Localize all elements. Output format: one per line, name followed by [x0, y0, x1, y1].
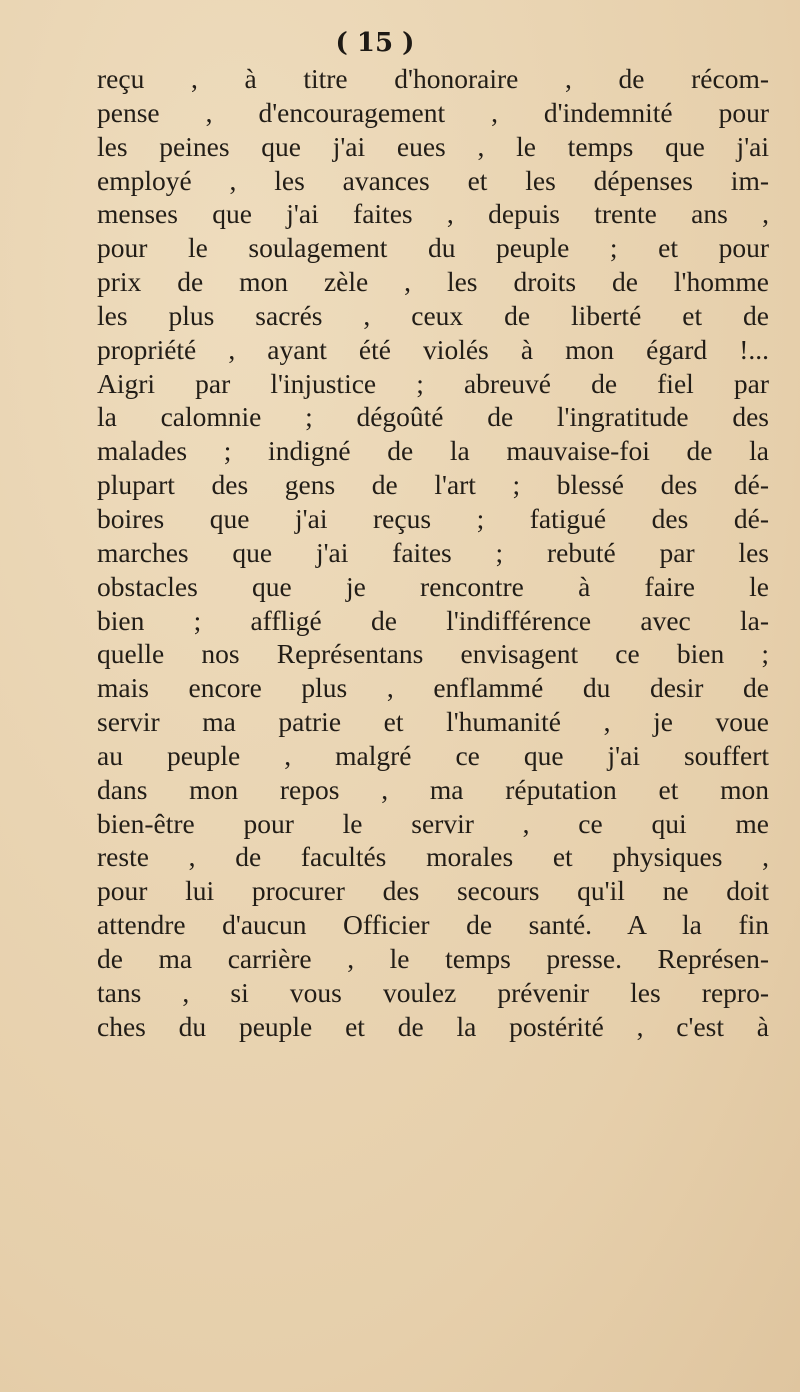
- text-line: bien-être pour le servir , ce qui me: [97, 807, 769, 839]
- text-line: boires que j'ai reçus ; fatigué des dé-: [97, 502, 769, 534]
- text-line: pense , d'encouragement , d'indemnité pour: [97, 96, 769, 128]
- text-line: tans , si vous voulez prévenir les repro-: [97, 976, 769, 1008]
- page-number: ( 15 ): [335, 28, 415, 58]
- text-line: plupart des gens de l'art ; blessé des dé-: [97, 469, 769, 501]
- text-line: attendre d'aucun Officier de santé. A la fin: [97, 909, 769, 941]
- text-line: reçu , à titre d'honoraire , de récom-: [97, 63, 769, 94]
- text-line: dans mon repos , ma réputation et mon: [97, 773, 769, 805]
- text-line: les peines que j'ai eues , le temps que j'ai: [97, 130, 769, 162]
- text-line: bien ; affligé de l'indifférence avec la-: [97, 604, 769, 636]
- text-line: de ma carrière , le temps presse. Représen-: [97, 942, 769, 974]
- body-text: [97, 62, 769, 1043]
- text-line: servir ma patrie et l'humanité , je voue: [97, 706, 769, 738]
- text-line: Aigri par l'injustice ; abreuvé de fiel par: [97, 367, 769, 399]
- text-line: propriété , ayant été violés à mon égard !...: [97, 333, 769, 365]
- text-line: malades ; indigné de la mauvaise-foi de la: [97, 435, 769, 467]
- text-line: reste , de facultés morales et physiques ,: [97, 841, 769, 873]
- text-line: employé , les avances et les dépenses im-: [97, 164, 769, 196]
- text-line: les plus sacrés , ceux de liberté et de: [97, 299, 769, 331]
- text-line: au peuple , malgré ce que j'ai souffert: [97, 739, 769, 771]
- text-line: la calomnie ; dégoûté de l'ingratitude des: [97, 401, 769, 433]
- text-line: pour lui procurer des secours qu'il ne doit: [97, 875, 769, 907]
- text-line: prix de mon zèle , les droits de l'homme: [97, 266, 769, 298]
- text-line: ches du peuple et de la postérité , c'est à: [97, 1010, 769, 1042]
- text-line: pour le soulagement du peuple ; et pour: [97, 232, 769, 264]
- text-line: menses que j'ai faites , depuis trente ans ,: [97, 198, 769, 230]
- text-line: marches que j'ai faites ; rebuté par les: [97, 536, 769, 568]
- text-line: obstacles que je rencontre à faire le: [97, 570, 769, 602]
- text-line: quelle nos Représentans envisagent ce bien ;: [97, 638, 769, 670]
- text-line: mais encore plus , enflammé du desir de: [97, 672, 769, 704]
